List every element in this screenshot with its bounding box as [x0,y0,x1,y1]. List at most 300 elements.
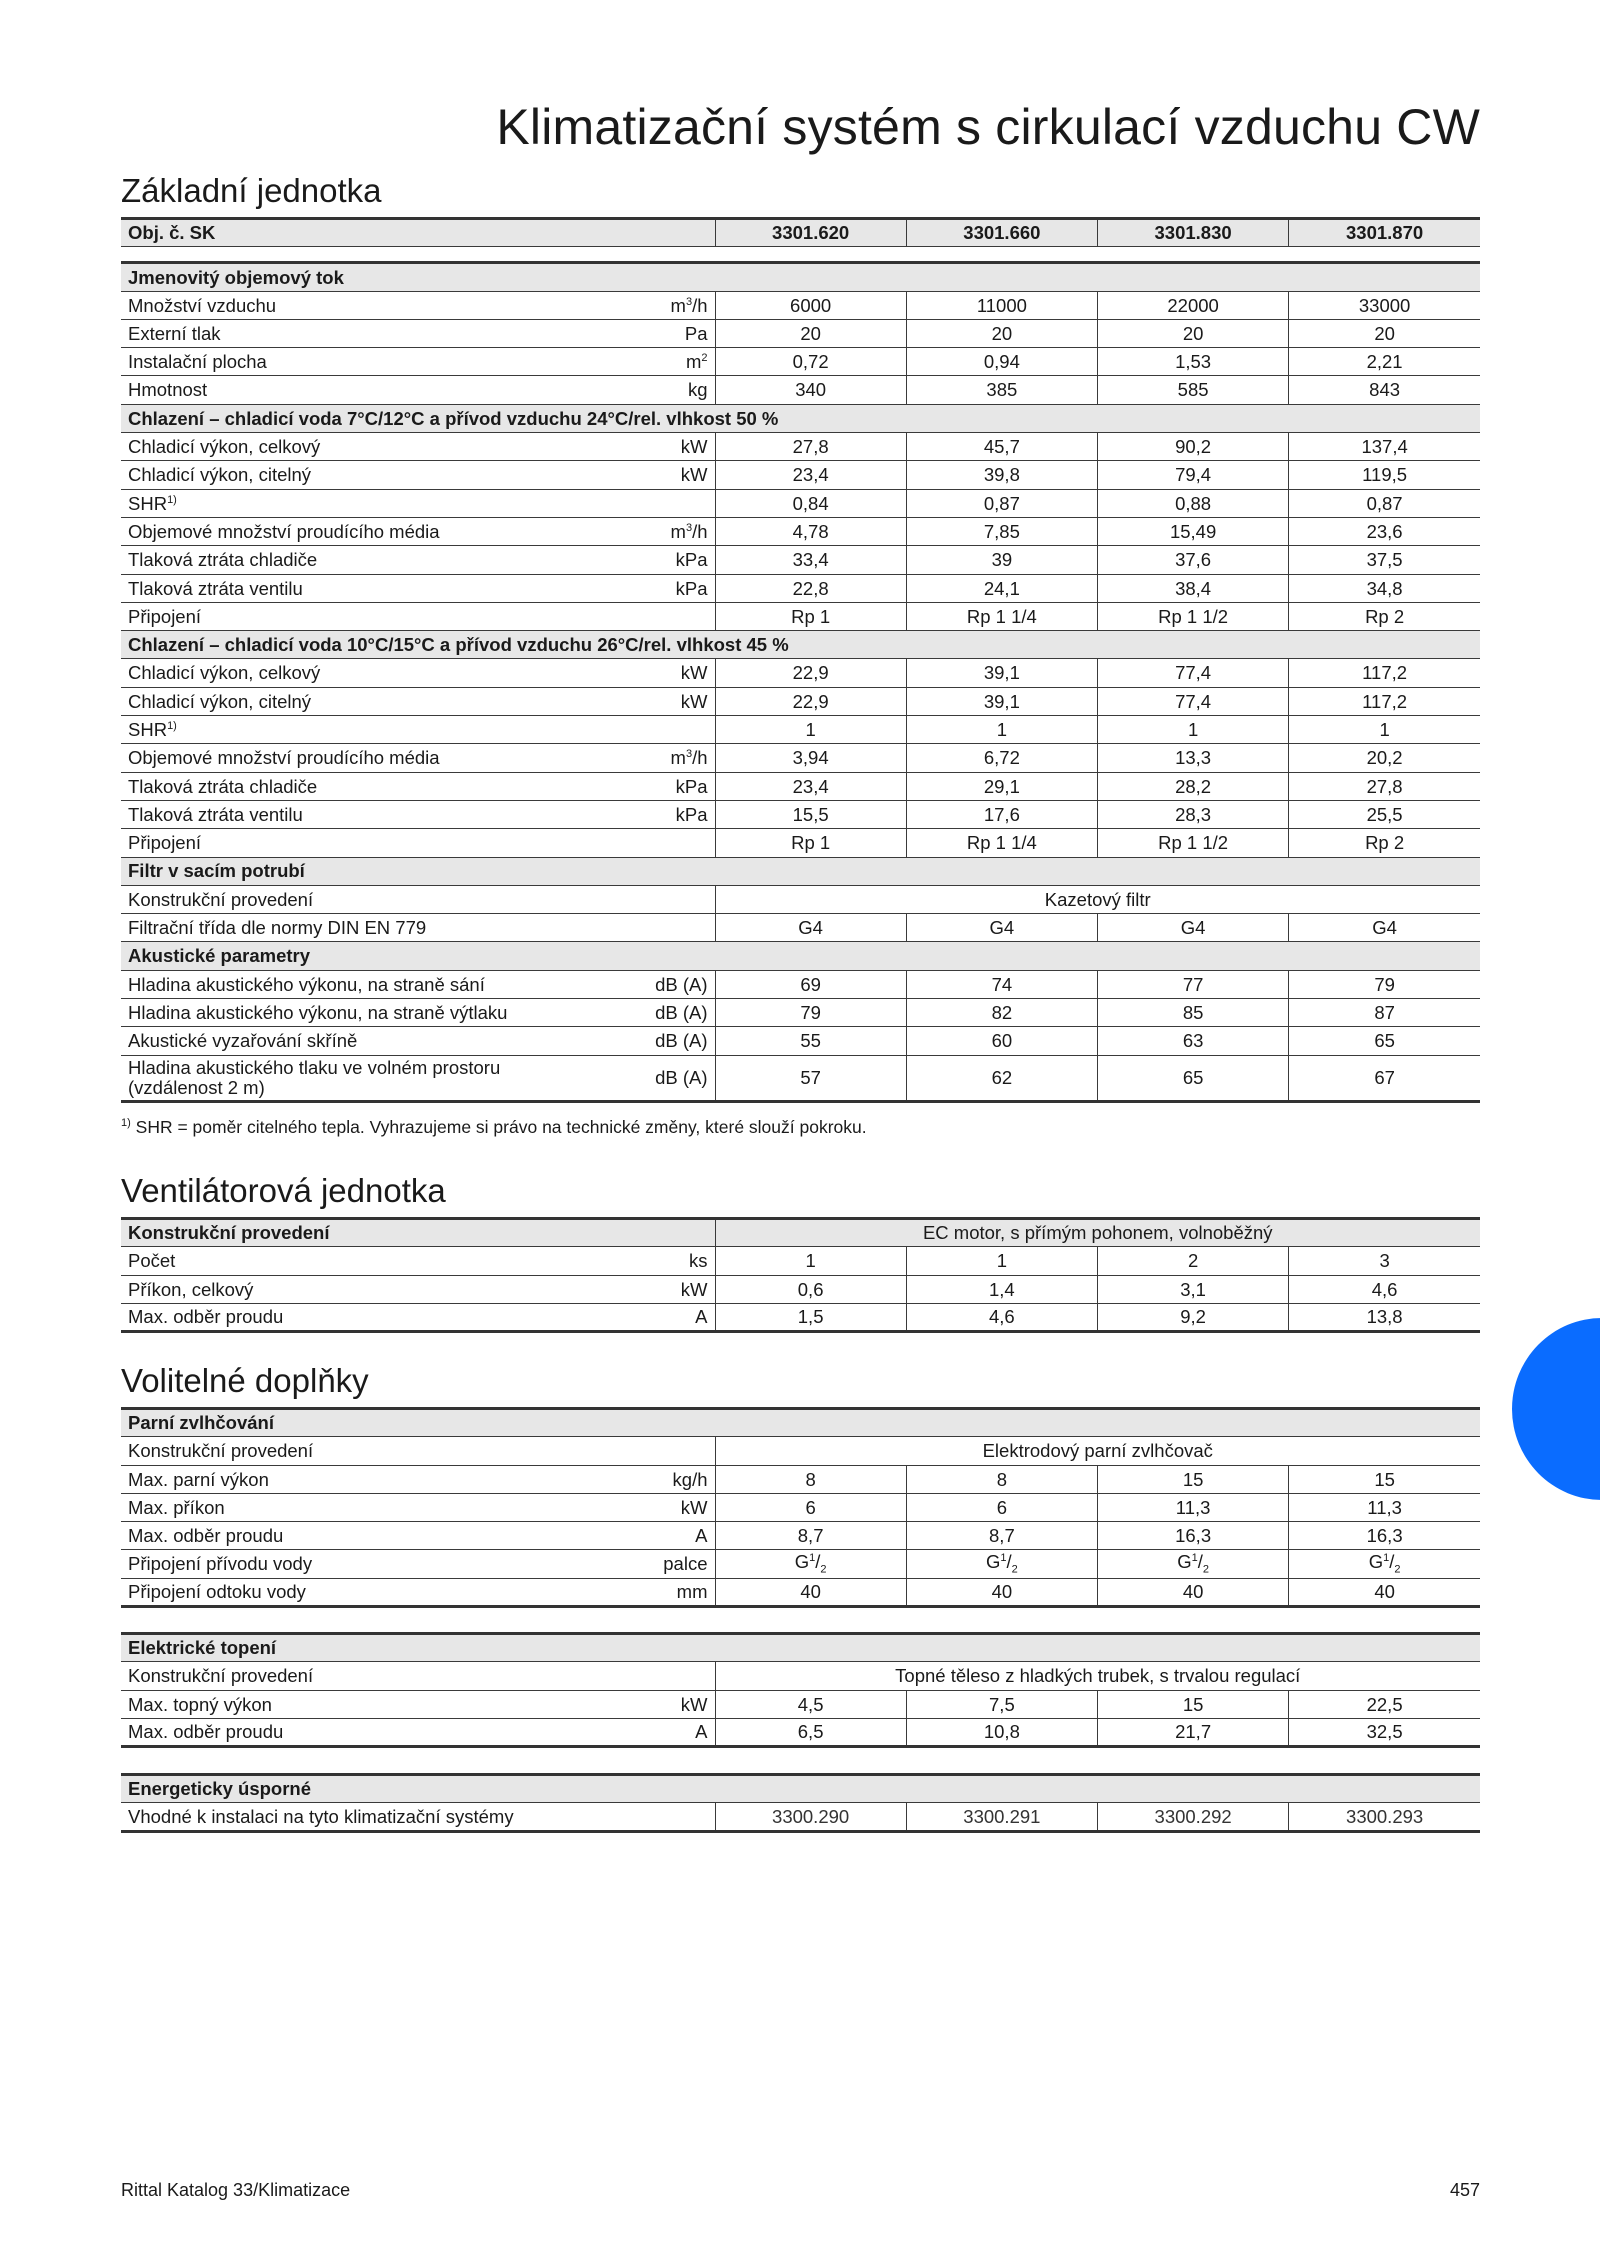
value-text: 1 [996,718,1008,740]
row-unit: kW [601,433,715,461]
row-value [906,376,1097,404]
row-value [715,970,906,998]
row-unit: $m^2$ [601,348,715,376]
section-title-options: Volitelné doplňky [121,1362,369,1399]
row-value [1097,772,1288,800]
footnote-mark: 1) [121,1117,131,1130]
order-number-col: 3301.870 [1289,219,1480,247]
row-value [715,1465,906,1493]
row-unit: kPa [601,772,715,800]
value-text: G4 [1180,917,1206,939]
value-text: 23,4 [792,464,829,486]
row-value [906,659,1097,687]
value-text: 3300.292 [1154,1805,1232,1827]
row-value [1289,1275,1480,1303]
value-text: 119,5 [1362,464,1408,486]
row-label [121,914,601,942]
heater-row [121,1718,1480,1746]
value-text: Rp 1 1/2 [1158,832,1229,854]
row-unit: $m^3/h$ [601,291,715,319]
row-value [715,376,906,404]
row-value [1097,602,1288,630]
row-unit: dB (A) [601,1027,715,1055]
section-title-fan: Ventilátorová jednotka [121,1172,446,1209]
row-label [121,1465,601,1493]
value-text: 34,8 [1366,577,1403,599]
value-text: 3300.293 [1346,1805,1424,1827]
row-label [121,1303,601,1331]
value-text: 20,2 [1366,747,1403,769]
value-text: 6,5 [797,1721,824,1743]
value-text: 22,8 [792,577,829,599]
row-label [121,999,601,1027]
row-value [1289,319,1480,347]
value-text: 28,2 [1175,775,1212,797]
value-text: 28,3 [1175,803,1212,825]
row-label-text: Objemové množství proudícího média [128,747,440,769]
value-text: 6 [996,1496,1008,1518]
order-number-col: 3301.830 [1097,219,1288,247]
row-value [1097,574,1288,602]
row-value [1098,1690,1289,1718]
row-value [906,1247,1097,1275]
value-text: 1,53 [1175,351,1212,373]
row-value [1289,602,1480,630]
row-label-text: Množství vzduchu [128,294,277,316]
fan-unit-table [121,1217,1480,1333]
value-text: 0,84 [792,492,829,514]
cooling-10-15-heading-row [121,631,1480,659]
value-text: 340 [795,379,827,401]
value-text: 2 [1187,1250,1199,1272]
row-value [715,348,906,376]
filter-heading-row [121,857,1480,885]
value-text: 67 [1374,1066,1395,1088]
row-unit [601,1803,715,1831]
value-text: 585 [1177,379,1209,401]
row-value [1289,1522,1480,1550]
row-value [715,319,906,347]
value-text: 843 [1369,379,1401,401]
value-text: 7,85 [983,520,1020,542]
value-text: 8 [805,1468,816,1490]
cooling-7-12-heading: Chlazení – chladicí voda 7°C/12°C a přívod vzduchu 24°C/rel. vlhkost 50 % [121,404,1480,432]
value-text: 57 [800,1066,821,1088]
fraction-half: $^1/_2$ [1383,1551,1401,1576]
value-text: Rp 1 1/4 [966,605,1037,627]
row-value [715,744,906,772]
value-text: 65 [1182,1066,1204,1088]
acoustic-row [121,970,1480,998]
row-value [1289,1055,1480,1101]
row-value [1097,376,1288,404]
row-value [1289,574,1480,602]
nominal-airflow-row [121,291,1480,319]
value-text: 25,5 [1366,803,1403,825]
row-value [715,687,906,715]
cooling-7-12-row [121,461,1480,489]
row-unit: dB (A) [601,1055,715,1101]
value-text: 1 [1187,718,1199,740]
row-unit: kPa [601,800,715,828]
row-value [906,800,1097,828]
value-text: 13,8 [1366,1306,1403,1328]
row-value [906,744,1097,772]
row-value [906,829,1097,857]
row-value [715,1803,906,1831]
value-text: 8 [996,1468,1008,1490]
cooling-10-15-row [121,744,1480,772]
row-value [715,1522,906,1550]
heater-heading-row [121,1634,1480,1662]
cooling-10-15-row [121,716,1480,744]
heater-design-row [121,1662,1480,1690]
steam-row [121,1465,1480,1493]
row-value [906,1493,1097,1521]
row-label [121,1690,601,1718]
row-value [715,517,906,545]
row-value [1097,744,1288,772]
row-value [1097,914,1288,942]
row-value [715,1718,906,1746]
row-value [1289,376,1480,404]
row-value [1289,291,1480,319]
order-number-col: 3301.660 [906,219,1097,247]
footnote-text: SHR = poměr citelného tepla. Vyhrazujeme si právo na technické změny, které slouží pokroku. [130,1117,867,1137]
row-unit: A [601,1522,715,1550]
row-unit: palce [601,1550,715,1578]
row-label-text: SHR [128,492,168,514]
row-label [121,348,601,376]
row-unit: A [601,1303,715,1331]
row-value [1097,829,1288,857]
value-text: 27,8 [1366,775,1403,797]
row-value [1098,1493,1289,1521]
cooling-10-15-row [121,800,1480,828]
nominal-airflow-row [121,319,1480,347]
value-text: 117,2 [1362,690,1408,712]
footnote [121,1117,867,1138]
value-text: 4,5 [797,1693,824,1715]
heater-row [121,1690,1480,1718]
value-text: Rp 1 [791,605,831,627]
value-text: Rp 2 [1365,605,1405,627]
nominal-airflow-heading-row [121,263,1480,291]
row-value [1289,1247,1480,1275]
row-label [121,1522,601,1550]
row-label-text: Hladina akustického výkonu, na straně výtlaku [128,1001,508,1023]
design-value: EC motor, s přímým pohonem, volnoběžný [715,1219,1480,1247]
row-value [715,574,906,602]
value-text: G [1177,1551,1192,1573]
row-label [121,1247,601,1275]
value-text: 3300.291 [963,1805,1041,1827]
row-value [1098,1465,1289,1493]
row-label-text: Max. odběr proudu [128,1306,284,1328]
filter-row [121,914,1480,942]
row-value [715,800,906,828]
value-text: 8,7 [989,1525,1015,1547]
row-label-text: Počet [128,1250,176,1272]
acoustic-row [121,1055,1480,1101]
value-text: 74 [991,973,1013,995]
value-text: 29,1 [983,775,1020,797]
nominal-airflow-row [121,348,1480,376]
row-value [1098,1803,1289,1831]
row-label [121,1578,601,1606]
row-label-text: Max. příkon [128,1496,225,1518]
energy-saving-table [121,1773,1480,1833]
row-value [1097,1275,1288,1303]
value-text: 13,3 [1175,747,1212,769]
cooling-7-12-row [121,574,1480,602]
row-unit: kW [601,687,715,715]
value-text: 20 [991,322,1013,344]
value-text: 16,3 [1366,1525,1403,1547]
row-label [121,461,601,489]
row-value [1289,1027,1480,1055]
row-value [906,602,1097,630]
row-label: Konstrukční provedení [121,1662,715,1690]
value-text: 11,3 [1175,1496,1211,1518]
spacer-row [121,247,1480,263]
row-unit: Pa [601,319,715,347]
value-text: 23,4 [792,775,829,797]
value-text: 1,4 [989,1278,1015,1300]
value-text: Rp 1 1/4 [966,832,1037,854]
value-text: 79 [800,1001,821,1023]
value-text: 0,88 [1175,492,1212,514]
row-label [121,1275,601,1303]
fan-row [121,1275,1480,1303]
value-text: 11,3 [1367,1496,1402,1518]
row-value [715,772,906,800]
row-value [1289,1465,1480,1493]
energy-saving-heading-row [121,1775,1480,1803]
row-value [906,1522,1097,1550]
row-value [1289,914,1480,942]
row-value [1289,546,1480,574]
value-text: 15 [1182,1693,1204,1715]
row-unit: $m^3/h$ [601,517,715,545]
row-value [715,1247,906,1275]
value-text: 0,6 [797,1278,824,1300]
page-title: Klimatizační systém s cirkulací vzduchu CW [496,99,1480,155]
nominal-airflow-row [121,376,1480,404]
value-text: 1 [1379,718,1390,740]
value-text: 4,6 [989,1306,1015,1328]
row-unit: kW [601,461,715,489]
row-label-text: Chladicí výkon, celkový [128,662,321,684]
row-value [715,1690,906,1718]
row-value [1289,970,1480,998]
row-label-text: Tlaková ztráta ventilu [128,577,303,599]
row-value [906,1550,1097,1578]
energy-saving-heading: Energeticky úsporné [121,1775,1480,1803]
row-label-text: Vhodné k instalaci na tyto klimatizační systémy [128,1805,514,1827]
filter-heading: Filtr v sacím potrubí [121,857,1480,885]
row-label: Konstrukční provedení [121,1219,715,1247]
value-text: 90,2 [1175,436,1212,458]
value-text: 37,5 [1366,549,1403,571]
cooling-10-15-row [121,659,1480,687]
value-text: 15 [1374,1468,1395,1490]
row-value [715,602,906,630]
row-unit [601,829,715,857]
row-unit: ks [601,1247,715,1275]
row-value [906,716,1097,744]
value-text: 79,4 [1175,464,1212,486]
footnote-ref: 1) [167,719,177,732]
value-text: 9,2 [1180,1306,1206,1328]
row-label [121,687,601,715]
row-unit: kPa [601,574,715,602]
value-text: 137,4 [1361,436,1408,458]
row-label: Konstrukční provedení [121,885,715,913]
row-unit [601,716,715,744]
row-value [1097,1027,1288,1055]
row-label [121,1550,601,1578]
row-value [1097,1303,1288,1331]
row-value [1289,687,1480,715]
row-value [906,772,1097,800]
value-text: 1 [805,1250,816,1272]
value-text: 3,1 [1180,1278,1206,1300]
row-value [1289,659,1480,687]
value-text: 15 [1182,1468,1204,1490]
value-text: 63 [1182,1030,1204,1052]
row-value [715,1578,906,1606]
cooling-10-15-heading: Chlazení – chladicí voda 10°C/15°C a přívod vzduchu 26°C/rel. vlhkost 45 % [121,631,1480,659]
steam-humidifier-table [121,1407,1480,1608]
value-text: 22,9 [792,662,829,684]
filter-design-row [121,885,1480,913]
row-unit: dB (A) [601,999,715,1027]
row-value [906,687,1097,715]
row-value [1097,348,1288,376]
chapter-tab-marker [1512,1318,1600,1500]
value-text: 40 [991,1581,1013,1603]
steam-design-row [121,1437,1480,1465]
value-text: 16,3 [1175,1525,1212,1547]
value-text: 39,1 [983,690,1020,712]
row-value [906,1718,1097,1746]
cooling-10-15-row [121,687,1480,715]
value-text: 20 [1182,322,1204,344]
row-label-text: Max. parní výkon [128,1468,269,1490]
row-value [715,829,906,857]
row-label [121,319,601,347]
value-text: 21,7 [1175,1721,1212,1743]
row-label-text: SHR [128,718,168,740]
value-text: 7,5 [989,1693,1015,1715]
heater-heading: Elektrické topení [121,1634,1480,1662]
value-text: 79 [1374,973,1395,995]
order-number-col: 3301.620 [715,219,906,247]
row-value [906,489,1097,517]
value-text: 23,6 [1366,520,1403,542]
row-unit: A [601,1718,715,1746]
value-text: 65 [1374,1030,1395,1052]
value-text: 4,6 [1371,1278,1398,1300]
value-text: Rp 1 [791,832,831,854]
row-label [121,517,601,545]
row-label [121,602,601,630]
row-value [1098,1522,1289,1550]
value-text: 1,5 [797,1306,824,1328]
row-value [715,1055,906,1101]
footer-page-number: 457 [1449,2180,1480,2200]
row-value [1097,517,1288,545]
row-label-text: Chladicí výkon, celkový [128,436,321,458]
steam-row [121,1578,1480,1606]
value-text: 40 [1182,1581,1204,1603]
row-label-text: Hladina akustického výkonu, na straně sání [128,973,485,995]
row-label [121,1493,601,1521]
row-unit: mm [601,1578,715,1606]
value-text: 33000 [1358,294,1411,316]
value-text: Rp 2 [1365,832,1405,854]
value-text: 24,1 [983,577,1020,599]
row-value [715,914,906,942]
acoustic-heading: Akustické parametry [121,942,1480,970]
row-value [715,1303,906,1331]
row-label-text: Objemové množství proudícího média [128,520,440,542]
steam-row [121,1493,1480,1521]
value-text: G4 [989,917,1015,939]
row-value [906,291,1097,319]
value-text: 0,72 [792,351,829,373]
value-text: 8,7 [797,1525,824,1547]
row-value [1097,489,1288,517]
row-value [1289,433,1480,461]
cooling-10-15-row [121,772,1480,800]
row-value [906,319,1097,347]
row-value [1289,517,1480,545]
row-unit [601,489,715,517]
steam-heading: Parní zvlhčování [121,1409,1480,1437]
row-value [1289,1303,1480,1331]
row-value [715,999,906,1027]
row-label-text: Max. topný výkon [128,1693,272,1715]
row-value [715,659,906,687]
row-value [906,1027,1097,1055]
row-value [906,348,1097,376]
row-value [715,291,906,319]
row-label-text: Příkon, celkový [128,1278,254,1300]
row-label-text: Tlaková ztráta ventilu [128,803,303,825]
row-value [1289,1690,1480,1718]
cooling-7-12-heading-row [121,404,1480,432]
row-label [121,659,601,687]
value-text: 6 [805,1496,816,1518]
value-text: 82 [991,1001,1013,1023]
row-value [1098,1578,1289,1606]
row-unit: kg/h [601,1465,715,1493]
value-text: 22,9 [792,690,829,712]
value-text: 87 [1374,1001,1395,1023]
row-label [121,744,601,772]
fraction-half: $^1/_2$ [809,1551,827,1576]
row-value [1289,489,1480,517]
row-label-text: Tlaková ztráta chladiče [128,775,318,797]
acoustic-heading-row [121,942,1480,970]
row-value [1097,687,1288,715]
value-text: 85 [1182,1001,1204,1023]
acoustic-row [121,1027,1480,1055]
row-label [121,546,601,574]
row-value [715,716,906,744]
